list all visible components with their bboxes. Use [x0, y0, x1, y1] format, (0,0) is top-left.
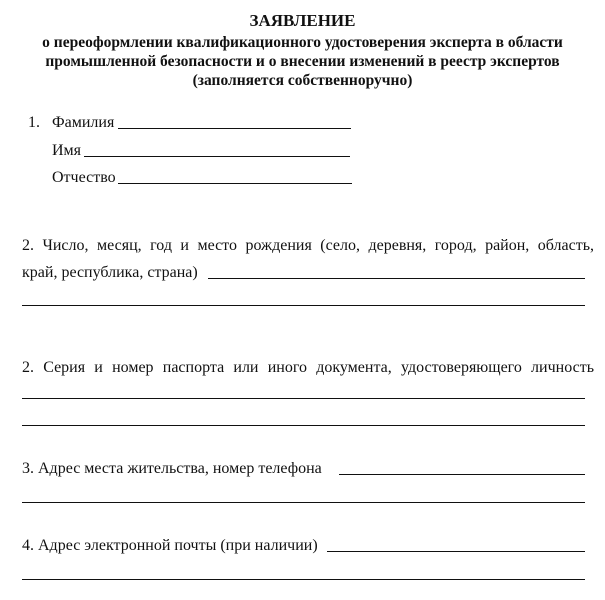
name-field-line[interactable] — [84, 156, 350, 157]
form-subtitle-line-3: (заполняется собственноручно) — [192, 72, 413, 89]
address-phone-field-line-1[interactable] — [339, 474, 585, 475]
name-label: Имя — [52, 142, 82, 159]
passport-label: 2. Серия и номер паспорта или иного документа, удостоверяющего личность — [22, 359, 594, 376]
birth-info-label-line-1: 2. Число, месяц, год и место рождения (село, деревня, город, район, область, — [22, 237, 594, 254]
patronymic-label: Отчество — [52, 169, 116, 186]
passport-field-line-1[interactable] — [22, 398, 585, 399]
birth-info-label-line-2: край, республика, страна) — [22, 264, 198, 281]
surname-label: Фамилия — [52, 114, 115, 131]
section-1-number: 1. — [28, 114, 40, 131]
address-phone-field-line-2[interactable] — [22, 502, 585, 503]
patronymic-field-line[interactable] — [118, 183, 352, 184]
birth-info-field-line-2[interactable] — [22, 305, 585, 306]
address-phone-label: 3. Адрес места жительства, номер телефона — [22, 460, 322, 477]
passport-field-line-2[interactable] — [22, 425, 585, 426]
email-field-line-2[interactable] — [22, 579, 585, 580]
birth-info-field-line-1[interactable] — [208, 278, 585, 279]
surname-field-line[interactable] — [118, 128, 351, 129]
form-subtitle-line-1: о переоформлении квалификационного удостоверения эксперта в области — [42, 34, 563, 51]
form-subtitle-line-2: промышленной безопасности и о внесении изменений в реестр экспертов — [45, 53, 560, 70]
email-field-line-1[interactable] — [327, 551, 585, 552]
form-title: ЗАЯВЛЕНИЕ — [249, 11, 356, 30]
form-header — [0, 10, 605, 90]
email-label: 4. Адрес электронной почты (при наличии) — [22, 537, 318, 554]
